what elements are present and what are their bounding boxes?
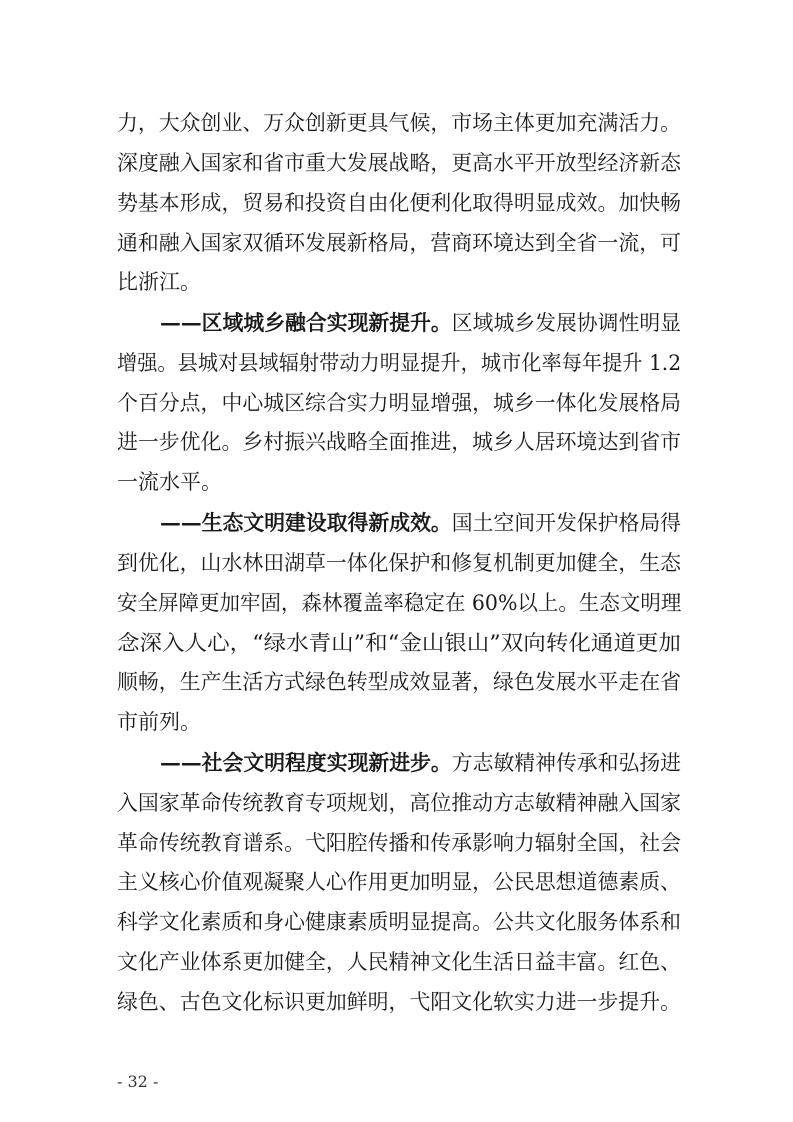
paragraph-line: 一流水平。: [117, 470, 222, 494]
paragraph-line: 通和融入国家双循环发展新格局，营商环境达到全省一流，可: [117, 231, 681, 255]
paragraph-line: 个百分点，中心城区综合实力明显增强，城乡一体化发展格局: [117, 391, 681, 415]
section-heading: ——社会文明程度实现新进步。: [160, 750, 452, 775]
paragraph-line: 顺畅，生产生活方式绿色转型成效显著，绿色发展水平走在省: [117, 670, 681, 694]
paragraph-line: 势基本形成，贸易和投资自由化便利化取得明显成效。加快畅: [117, 191, 681, 215]
paragraph-line: 深度融入国家和省市重大发展战略，更高水平开放型经济新态: [117, 151, 681, 175]
paragraph-line: 念深入人心，“绿水青山”和“金山银山”双向转化通道更加: [117, 631, 681, 655]
paragraph-line: 革命传统教育谱系。弋阳腔传播和传承影响力辐射全国，社会: [117, 831, 681, 855]
paragraph-line: 主义核心价值观凝聚人心作用更加明显，公民思想道德素质、: [117, 870, 681, 894]
paragraph-line: 市前列。: [117, 710, 201, 734]
section-heading: ——生态文明建设取得新成效。: [160, 510, 452, 535]
section-heading-line: ——社会文明程度实现新进步。方志敏精神传承和弘扬进: [160, 750, 682, 775]
paragraph-line: 增强。县城对县域辐射带动力明显提升，城市化率每年提升 1.2: [117, 351, 682, 375]
paragraph-line: 科学文化素质和身心健康素质明显提高。公共文化服务体系和: [117, 910, 681, 934]
page-number: - 32 -: [117, 1072, 159, 1091]
section-heading-line: ——区域城乡融合实现新提升。区域城乡发展协调性明显: [160, 310, 682, 335]
section-heading: ——区域城乡融合实现新提升。: [160, 310, 452, 335]
paragraph-line: 安全屏障更加牢固，森林覆盖率稳定在 60%以上。生态文明理: [117, 591, 682, 615]
paragraph-line: 到优化，山水林田湖草一体化保护和修复机制更加健全，生态: [117, 551, 681, 575]
paragraph-line: 入国家革命传统教育专项规划，高位推动方志敏精神融入国家: [117, 791, 681, 815]
paragraph-line: 进一步优化。乡村振兴战略全面推进，城乡人居环境达到省市: [117, 430, 681, 454]
section-heading-line: ——生态文明建设取得新成效。国土空间开发保护格局得: [160, 510, 682, 535]
paragraph-line: 文化产业体系更加健全，人民精神文化生活日益丰富。红色、: [117, 950, 681, 974]
paragraph-line: 比浙江。: [117, 270, 201, 294]
paragraph-line: 力，大众创业、万众创新更具气候，市场主体更加充满活力。: [117, 111, 681, 135]
paragraph-line: 绿色、古色文化标识更加鲜明，弋阳文化软实力进一步提升。: [117, 990, 681, 1014]
